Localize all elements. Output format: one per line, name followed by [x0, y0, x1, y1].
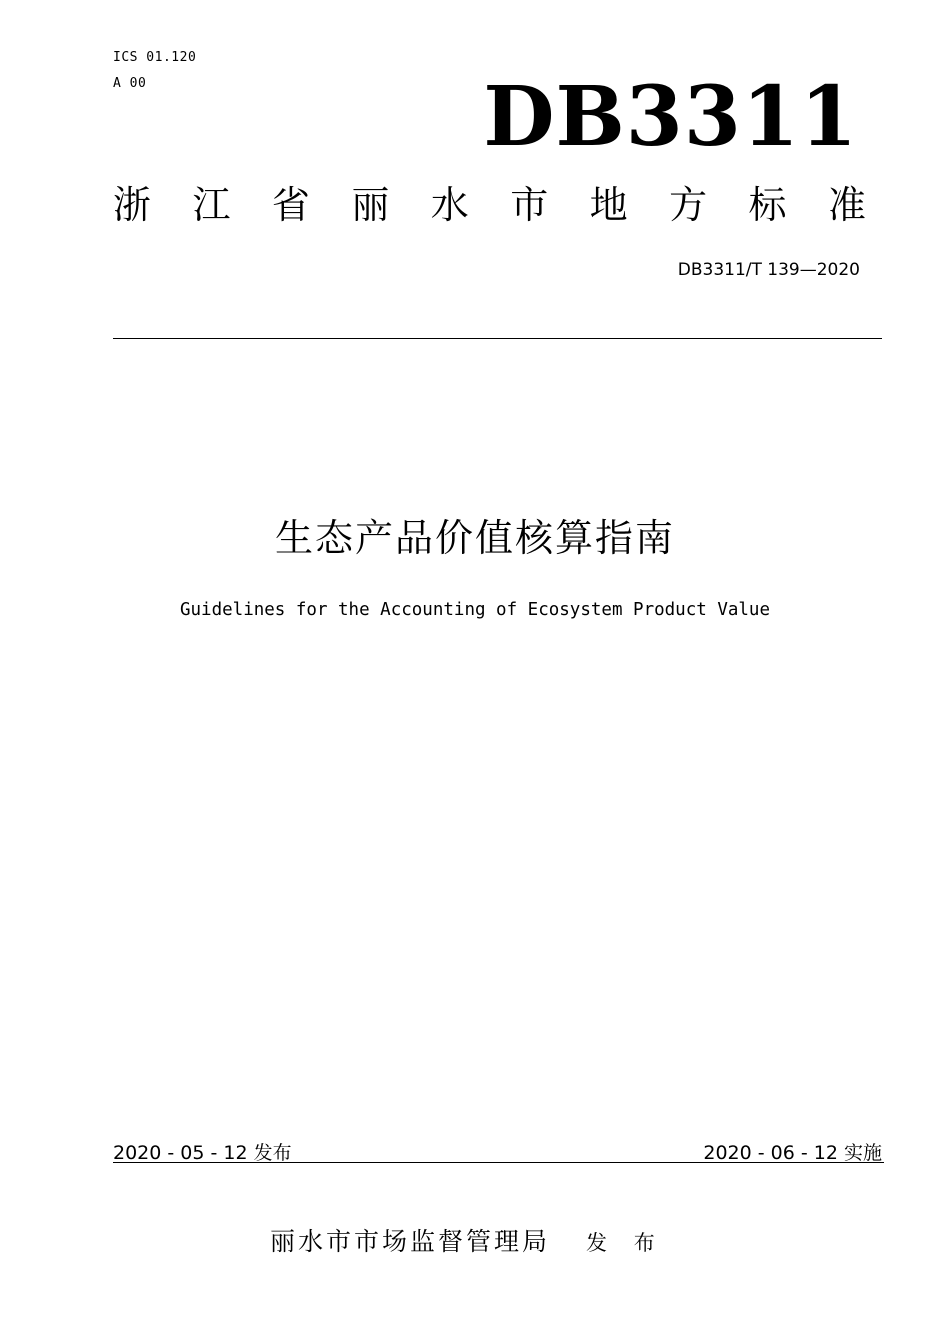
- standard-type-char: 丽: [351, 183, 390, 227]
- implementation-date: 2020 - 06 - 12 实施: [703, 1142, 882, 1164]
- standard-type-char: 标: [748, 183, 787, 227]
- issuer-suffix: 发 布: [586, 1231, 665, 1255]
- standard-type-heading: [113, 183, 866, 227]
- issue-date: 2020 - 05 - 12 发布: [113, 1142, 292, 1164]
- document-title-en: Guidelines for the Accounting of Ecosystem Product Value: [179, 600, 770, 620]
- top-divider: [113, 338, 882, 339]
- standard-type-char: 水: [430, 183, 469, 227]
- standard-type-char: 市: [510, 183, 549, 227]
- bottom-divider: [113, 1162, 884, 1163]
- document-title-cn: 生态产品价值核算指南: [274, 516, 675, 560]
- ics-code: ICS 01.120: [113, 50, 197, 65]
- issuer-line: [270, 1222, 665, 1258]
- issuer-name: 丽水市市场监督管理局: [270, 1227, 551, 1256]
- standard-type-char: 江: [192, 183, 231, 227]
- standard-logo: DB3311: [483, 69, 858, 165]
- standard-number: DB3311/T 139—2020: [677, 260, 860, 280]
- standard-type-char: 省: [271, 183, 310, 227]
- standard-type-char: 浙: [113, 183, 152, 227]
- ccs-code: A 00: [113, 76, 147, 91]
- standard-type-char: 方: [669, 183, 708, 227]
- standard-type-char: 地: [589, 183, 628, 227]
- standard-type-char: 准: [827, 183, 866, 227]
